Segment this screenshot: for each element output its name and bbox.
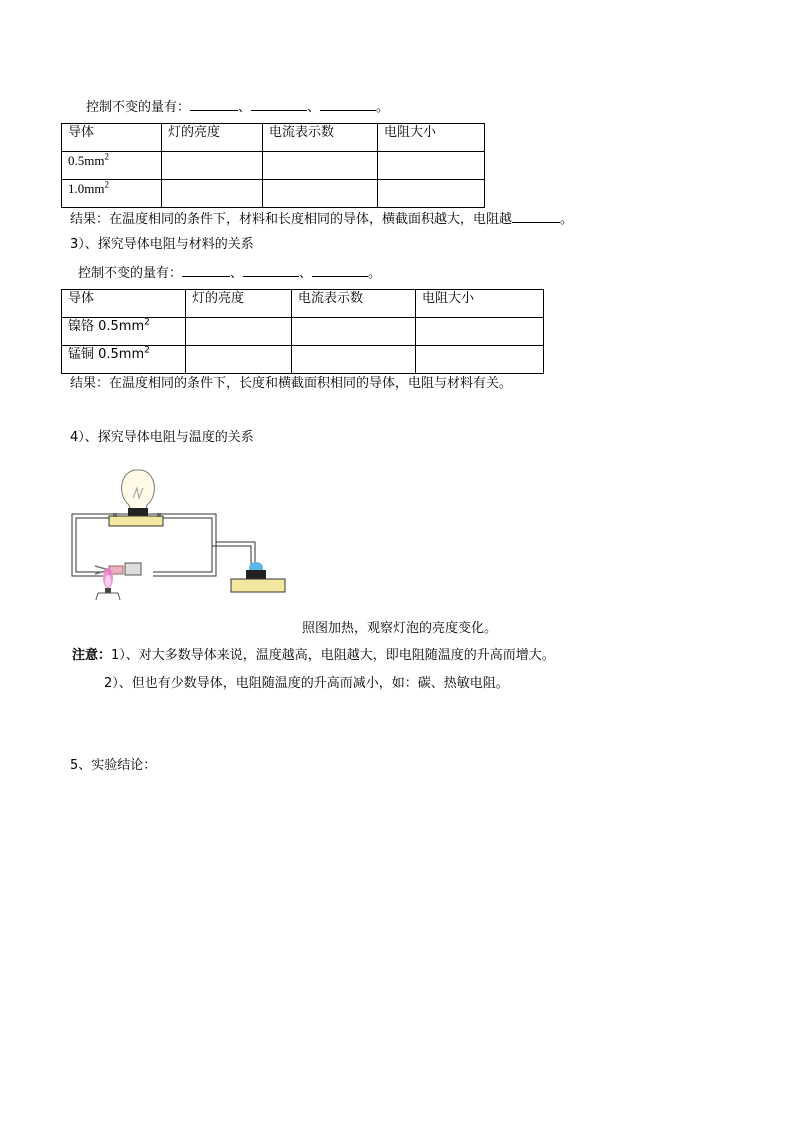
- data-cell[interactable]: [378, 152, 485, 180]
- controlled-label: 控制不变的量有：: [78, 266, 183, 281]
- header-cell: 导体: [62, 290, 186, 318]
- circuit-diagram: [65, 460, 295, 600]
- controlled-variables-line-1: [86, 97, 389, 117]
- header-cell: 导体: [62, 124, 162, 152]
- answer-blank[interactable]: [243, 263, 299, 277]
- answer-blank[interactable]: [512, 209, 560, 223]
- data-cell[interactable]: [263, 152, 378, 180]
- table-header-row: [62, 124, 485, 152]
- header-cell: 灯的亮度: [162, 124, 263, 152]
- header-cell: 电阻大小: [416, 290, 544, 318]
- answer-blank[interactable]: [251, 97, 307, 111]
- section-5-heading: 5、实验结论：: [70, 758, 157, 773]
- header-cell: 电阻大小: [378, 124, 485, 152]
- controlled-variables-line-2: [78, 263, 381, 283]
- conductor-cell: $0.5mm^2$: [62, 152, 162, 180]
- table-header-row: [62, 290, 544, 318]
- material-table: [61, 289, 544, 374]
- header-cell: 灯的亮度: [186, 290, 292, 318]
- conductor-cell: 镍铬 $0.5mm^2$: [62, 318, 186, 346]
- cross-section-table: [61, 123, 485, 208]
- data-cell[interactable]: [162, 180, 263, 208]
- data-cell[interactable]: [378, 180, 485, 208]
- figure-caption: 照图加热，观察灯泡的亮度变化。: [302, 621, 498, 636]
- answer-blank[interactable]: [312, 263, 368, 277]
- conductor-cell: 锰铜 $0.5mm^2$: [62, 346, 186, 374]
- answer-blank[interactable]: [190, 97, 238, 111]
- section-4-heading: 4）、探究导体电阻与温度的关系: [70, 430, 254, 445]
- result-text: 结果：在温度相同的条件下，材料和长度相同的导体，横截面积越大，电阻越: [70, 212, 513, 227]
- separator: 、: [230, 266, 244, 281]
- data-cell[interactable]: [186, 318, 292, 346]
- header-cell: 电流表示数: [292, 290, 416, 318]
- data-cell[interactable]: [416, 318, 544, 346]
- period: 。: [560, 212, 574, 227]
- answer-blank[interactable]: [182, 263, 230, 277]
- data-cell[interactable]: [162, 152, 263, 180]
- table-row: [62, 346, 544, 374]
- table-row: [62, 318, 544, 346]
- note-text: 1）、对大多数导体来说，温度越高，电阻越大，即电阻随温度的升高而增大。: [111, 648, 555, 663]
- answer-blank[interactable]: [320, 97, 376, 111]
- data-cell[interactable]: [186, 346, 292, 374]
- controlled-label: 控制不变的量有：: [86, 100, 191, 115]
- conductor-cell: $1.0mm^2$: [62, 180, 162, 208]
- section-3-heading: 3）、探究导体电阻与材料的关系: [70, 237, 254, 252]
- note-label: 注意：: [72, 648, 112, 663]
- header-cell: 电流表示数: [263, 124, 378, 152]
- table-row: [62, 180, 485, 208]
- light-bulb-icon: [109, 470, 163, 526]
- data-cell[interactable]: [292, 318, 416, 346]
- result-line-2: 结果：在温度相同的条件下，长度和横截面积相同的导体，电阻与材料有关。: [70, 376, 513, 391]
- table-row: [62, 152, 485, 180]
- period: 。: [376, 100, 390, 115]
- note-line-2: 2）、但也有少数导体，电阻随温度的升高而减小，如：碳、热敏电阻。: [104, 676, 509, 691]
- indicator-lamp-icon: [231, 562, 285, 592]
- separator: 、: [238, 100, 252, 115]
- separator: 、: [299, 266, 313, 281]
- note-line-1: [72, 647, 555, 665]
- data-cell[interactable]: [292, 346, 416, 374]
- separator: 、: [307, 100, 321, 115]
- data-cell[interactable]: [416, 346, 544, 374]
- data-cell[interactable]: [263, 180, 378, 208]
- period: 。: [368, 266, 382, 281]
- result-line-1: [70, 209, 573, 229]
